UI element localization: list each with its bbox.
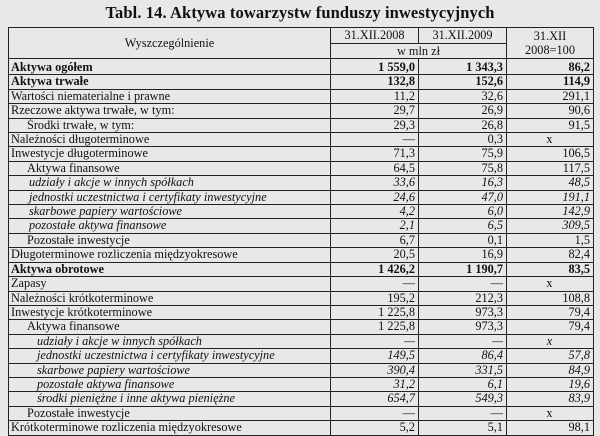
value-2009: 1 343,3 xyxy=(419,61,507,75)
value-2009: 75,8 xyxy=(419,161,507,175)
row-label: Należności długoterminowe xyxy=(9,133,331,147)
table-row xyxy=(9,377,594,391)
table-row xyxy=(9,262,594,276)
value-index: 83,5 xyxy=(507,262,594,276)
value-2008: 64,5 xyxy=(331,161,419,175)
value-2008: 654,7 xyxy=(331,392,419,406)
header-col-2009: 31.XII.2009 xyxy=(419,28,507,44)
header-label: Wyszczególnienie xyxy=(9,28,331,59)
table-row xyxy=(9,133,594,147)
table-row xyxy=(9,305,594,319)
value-2009: 6,5 xyxy=(419,219,507,233)
value-2008: 20,5 xyxy=(331,248,419,262)
row-label: Pozostałe inwestycje xyxy=(9,233,331,247)
value-2008: 149,5 xyxy=(331,349,419,363)
value-2009: 26,8 xyxy=(419,118,507,132)
row-label: Krótkoterminowe rozliczenia międzyokresowe xyxy=(9,421,331,435)
value-index: 1,5 xyxy=(507,233,594,247)
value-index: 79,4 xyxy=(507,320,594,334)
value-index: 82,4 xyxy=(507,248,594,262)
table-row xyxy=(9,147,594,161)
value-2008: — xyxy=(331,277,419,291)
value-index: 19,6 xyxy=(507,377,594,391)
value-2008: — xyxy=(331,406,419,420)
value-2009: 75,9 xyxy=(419,147,507,161)
value-2008: 29,3 xyxy=(331,118,419,132)
value-index: x xyxy=(507,133,594,147)
value-index: x xyxy=(507,406,594,420)
value-2008: 31,2 xyxy=(331,377,419,391)
table-row xyxy=(9,406,594,420)
value-2009: 16,9 xyxy=(419,248,507,262)
table-row xyxy=(9,392,594,406)
assets-table xyxy=(8,27,594,436)
value-2009: 86,4 xyxy=(419,349,507,363)
table-row xyxy=(9,291,594,305)
table-row xyxy=(9,363,594,377)
row-label: Rzeczowe aktywa trwałe, w tym: xyxy=(9,104,331,118)
value-index: x xyxy=(507,277,594,291)
value-2009: 152,6 xyxy=(419,75,507,89)
value-index: 108,8 xyxy=(507,291,594,305)
value-2009: 6,1 xyxy=(419,377,507,391)
value-2009: 6,0 xyxy=(419,205,507,219)
row-label: Aktywa trwałe xyxy=(9,75,331,89)
row-label: skarbowe papiery wartościowe xyxy=(9,363,331,377)
table-row xyxy=(9,176,594,190)
value-2008: 1 225,8 xyxy=(331,305,419,319)
table-row xyxy=(9,89,594,103)
value-index: 84,9 xyxy=(507,363,594,377)
value-2008: 6,7 xyxy=(331,233,419,247)
value-2009: 16,3 xyxy=(419,176,507,190)
value-index: 86,2 xyxy=(507,61,594,75)
row-label: Aktywa finansowe xyxy=(9,161,331,175)
value-index: 83,9 xyxy=(507,392,594,406)
table-row xyxy=(9,320,594,334)
table-row xyxy=(9,233,594,247)
value-index: 91,5 xyxy=(507,118,594,132)
value-2008: 4,2 xyxy=(331,205,419,219)
row-label: Inwestycje krótkoterminowe xyxy=(9,305,331,319)
header-unit: w mln zł xyxy=(331,43,507,59)
table-row xyxy=(9,334,594,348)
value-index: 191,1 xyxy=(507,190,594,204)
table-row xyxy=(9,277,594,291)
value-2008: 5,2 xyxy=(331,421,419,435)
row-label: Zapasy xyxy=(9,277,331,291)
table-title: Tabl. 14. Aktywa towarzystw funduszy inwestycyjnych xyxy=(105,3,495,22)
value-index: 90,6 xyxy=(507,104,594,118)
value-2008: — xyxy=(331,133,419,147)
row-label: Aktywa ogółem xyxy=(9,61,331,75)
value-index: 114,9 xyxy=(507,75,594,89)
row-label: udziały i akcje w innych spółkach xyxy=(9,176,331,190)
row-label: jednostki uczestnictwa i certyfikaty inwestycyjne xyxy=(9,190,331,204)
value-index: 48,5 xyxy=(507,176,594,190)
value-2009: 549,3 xyxy=(419,392,507,406)
table-row xyxy=(9,248,594,262)
table-row xyxy=(9,190,594,204)
row-label: pozostałe aktywa finansowe xyxy=(9,377,331,391)
value-2009: 331,5 xyxy=(419,363,507,377)
value-2009: 1 190,7 xyxy=(419,262,507,276)
value-2008: 11,2 xyxy=(331,89,419,103)
row-label: Należności krótkoterminowe xyxy=(9,291,331,305)
value-2009: 0,1 xyxy=(419,233,507,247)
value-2008: 24,6 xyxy=(331,190,419,204)
value-index: 117,5 xyxy=(507,161,594,175)
row-label: Aktywa obrotowe xyxy=(9,262,331,276)
row-label: Długoterminowe rozliczenia międzyokresowe xyxy=(9,248,331,262)
value-2009: 0,3 xyxy=(419,133,507,147)
value-2008: 1 426,2 xyxy=(331,262,419,276)
table-row xyxy=(9,161,594,175)
row-label: jednostki uczestnictwa i certyfikaty inwestycyjne xyxy=(9,349,331,363)
row-label: Pozostałe inwestycje xyxy=(9,406,331,420)
value-2009: 973,3 xyxy=(419,305,507,319)
row-label: Inwestycje długoterminowe xyxy=(9,147,331,161)
header-index-line1: 31.XII xyxy=(533,29,567,43)
row-label: udziały i akcje w innych spółkach xyxy=(9,334,331,348)
value-2008: 195,2 xyxy=(331,291,419,305)
row-label: Środki trwałe, w tym: xyxy=(9,118,331,132)
value-2009: 5,1 xyxy=(419,421,507,435)
table-row xyxy=(9,61,594,75)
value-index: 79,4 xyxy=(507,305,594,319)
row-label: Aktywa finansowe xyxy=(9,320,331,334)
value-2008: 132,8 xyxy=(331,75,419,89)
value-index: 309,5 xyxy=(507,219,594,233)
value-2009: 26,9 xyxy=(419,104,507,118)
value-2008: 33,6 xyxy=(331,176,419,190)
value-2008: 1 225,8 xyxy=(331,320,419,334)
value-2009: 32,6 xyxy=(419,89,507,103)
value-2009: 212,3 xyxy=(419,291,507,305)
row-label: Wartości niematerialne i prawne xyxy=(9,89,331,103)
value-index: x xyxy=(507,334,594,348)
value-2009: — xyxy=(419,277,507,291)
row-label: skarbowe papiery wartościowe xyxy=(9,205,331,219)
table-row xyxy=(9,75,594,89)
value-2008: — xyxy=(331,334,419,348)
table-row xyxy=(9,205,594,219)
value-index: 98,1 xyxy=(507,421,594,435)
value-2009: — xyxy=(419,406,507,420)
value-2008: 390,4 xyxy=(331,363,419,377)
table-row xyxy=(9,349,594,363)
value-2008: 2,1 xyxy=(331,219,419,233)
value-2009: 47,0 xyxy=(419,190,507,204)
table-row xyxy=(9,219,594,233)
value-index: 106,5 xyxy=(507,147,594,161)
header-col-2008: 31.XII.2008 xyxy=(331,28,419,44)
row-label: środki pieniężne i inne aktywa pieniężne xyxy=(9,392,331,406)
value-2008: 1 559,0 xyxy=(331,61,419,75)
value-index: 57,8 xyxy=(507,349,594,363)
row-label: pozostałe aktywa finansowe xyxy=(9,219,331,233)
value-2009: 973,3 xyxy=(419,320,507,334)
table-row xyxy=(9,118,594,132)
value-index: 142,9 xyxy=(507,205,594,219)
value-2009: — xyxy=(419,334,507,348)
table-row xyxy=(9,104,594,118)
header-col-index xyxy=(507,28,594,59)
header-row xyxy=(9,28,594,44)
table-row xyxy=(9,421,594,435)
value-2008: 29,7 xyxy=(331,104,419,118)
header-index-line2: 2008=100 xyxy=(525,43,575,57)
value-2008: 71,3 xyxy=(331,147,419,161)
value-index: 291,1 xyxy=(507,89,594,103)
